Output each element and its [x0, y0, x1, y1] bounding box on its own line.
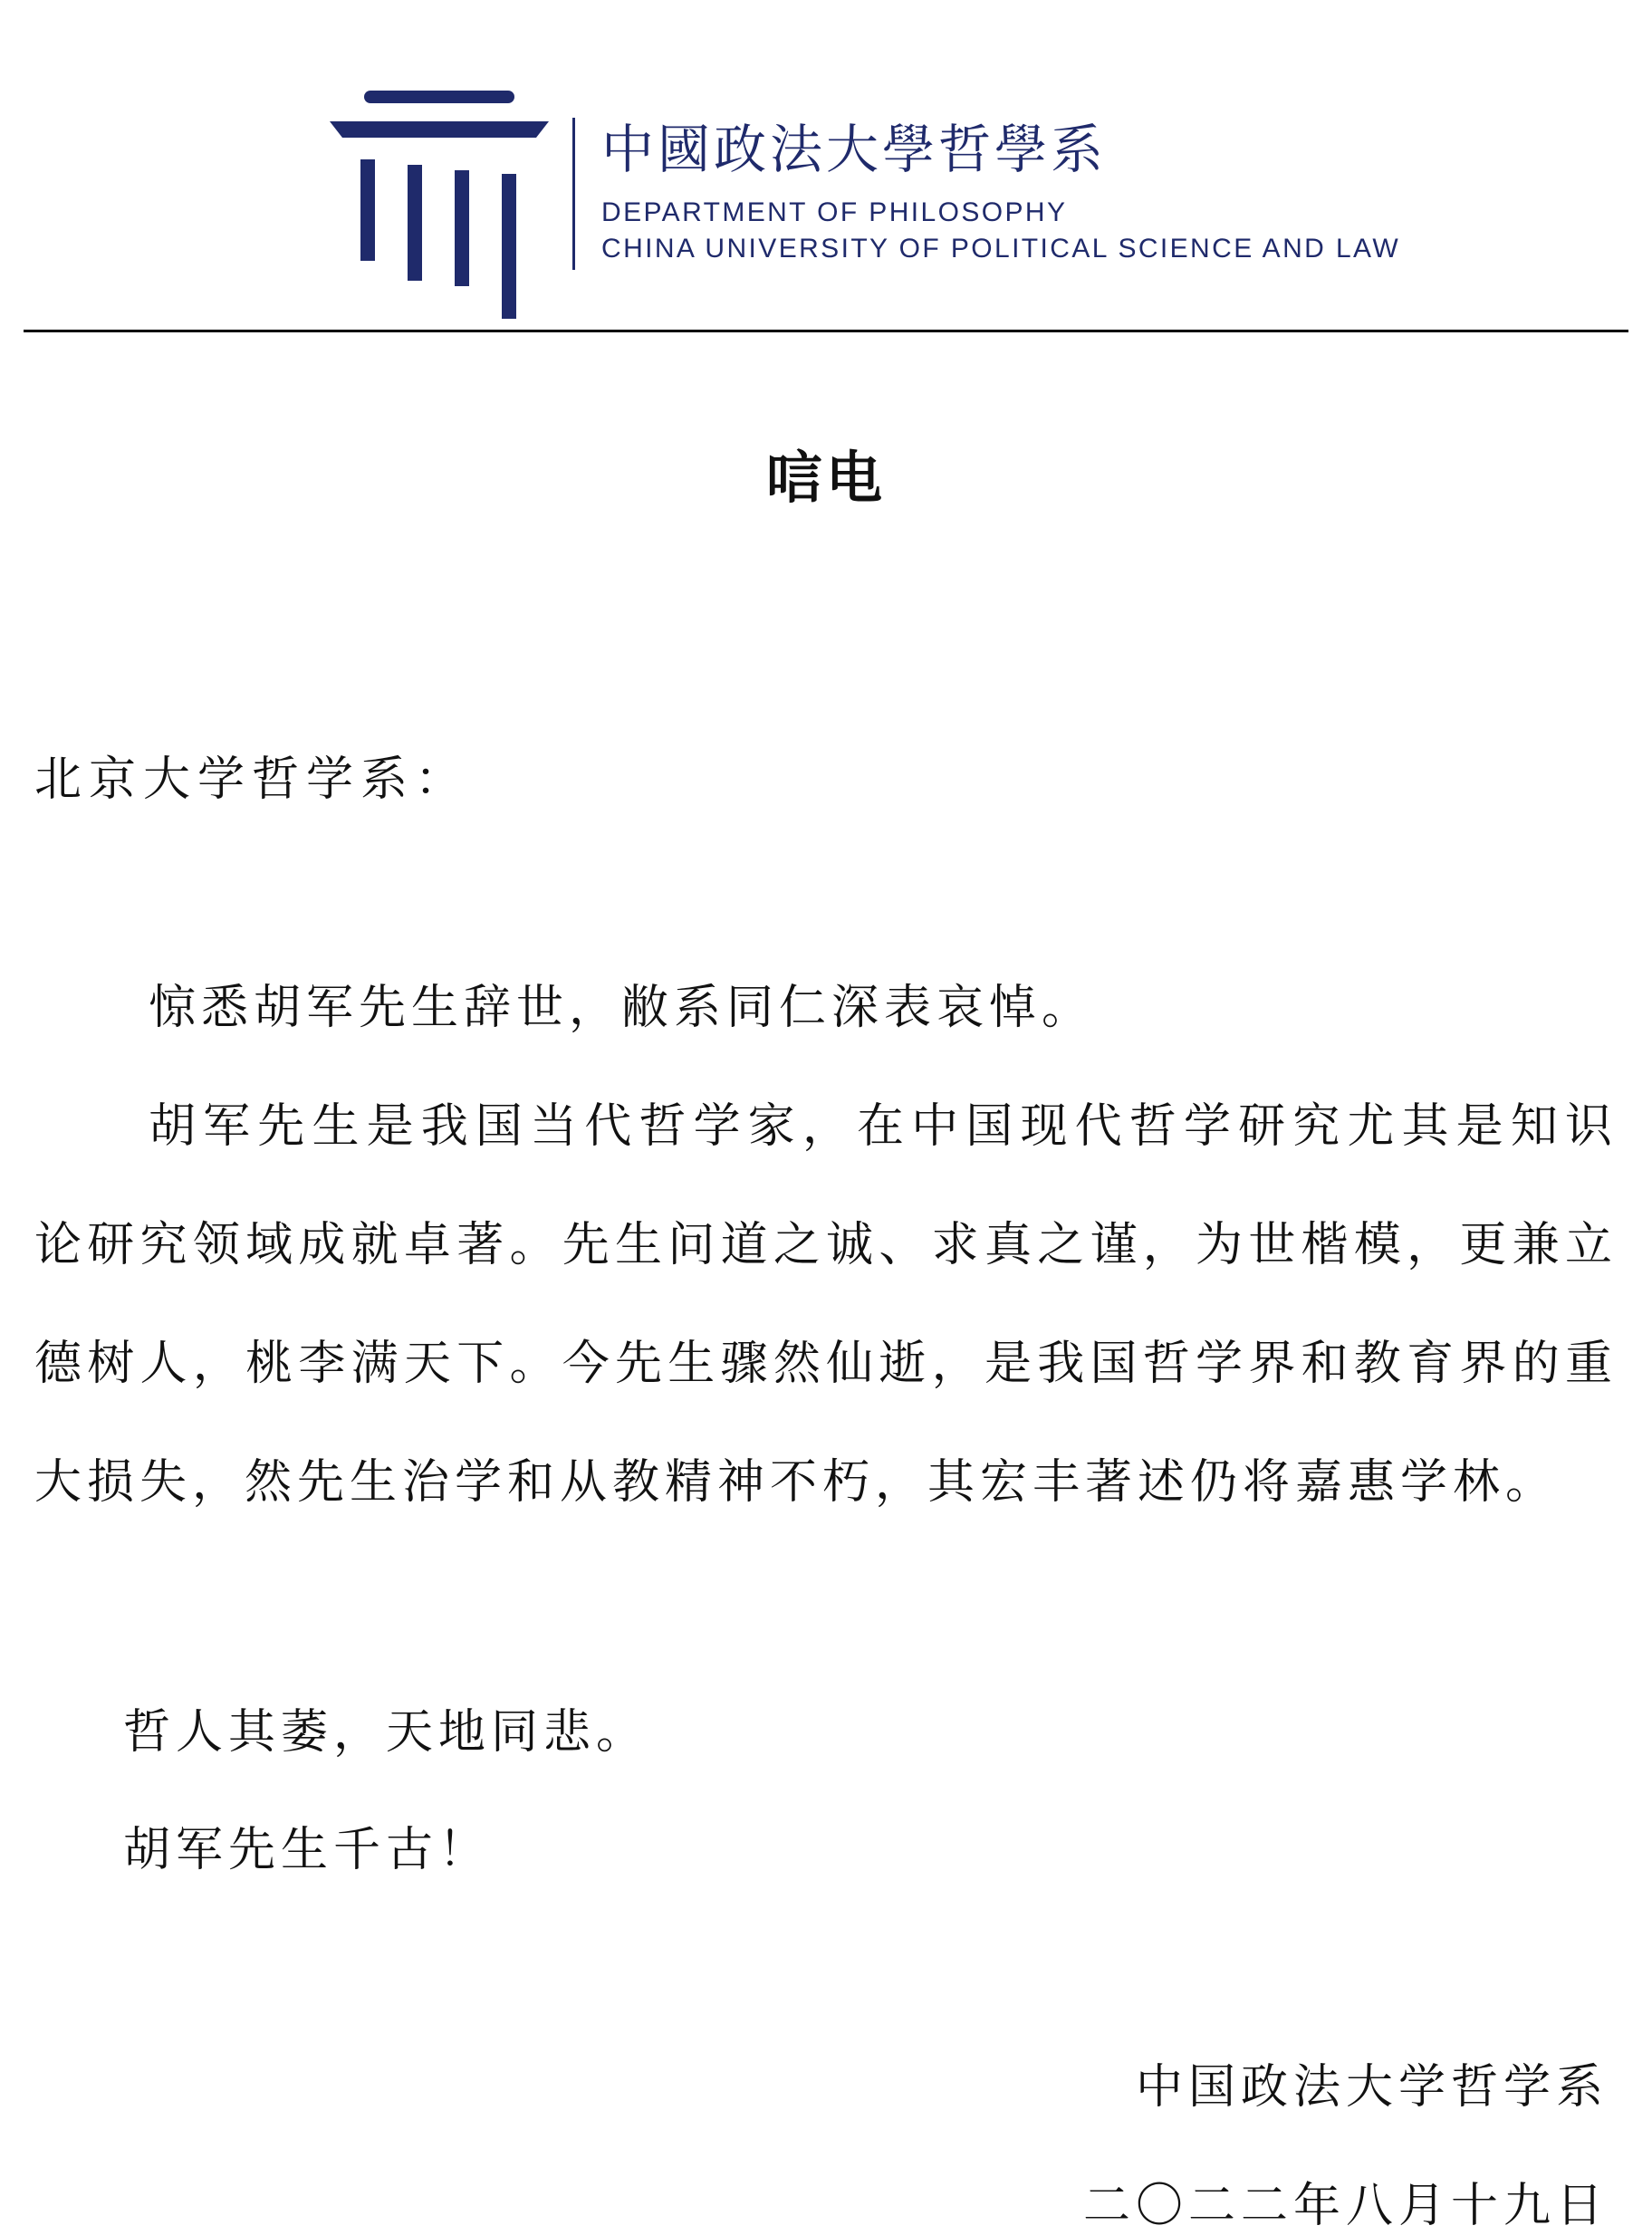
body-paragraph: 惊悉胡军先生辞世，敝系同仁深表哀悼。	[149, 981, 1095, 1035]
signature-date: 二〇二二年八月十九日	[1082, 2179, 1609, 2233]
salutation: 北京大学哲学系：	[34, 753, 470, 807]
header-rule	[24, 330, 1628, 332]
university-name-english: CHINA UNIVERSITY OF POLITICAL SCIENCE AND LAW	[601, 234, 1401, 264]
department-name-english: DEPARTMENT OF PHILOSOPHY	[601, 197, 1068, 227]
department-name-chinese: 中國政法大學哲學系	[601, 119, 1108, 180]
letter-title: 唁电	[765, 445, 886, 511]
column-pillar-logo-icon	[328, 83, 551, 321]
body-paragraph: 胡军先生是我国当代哲学家，在中国现代哲学研究尤其是知识论研究领域成就卓著。先生问道之诚、求真之谨，为世楷模，更兼立德树人，桃李满天下。今先生骤然仙逝，是我国哲学界和教育界的重大损失，然先生治学和从教精神不朽，其宏丰著述仍将嘉惠学林。	[34, 1099, 1618, 1510]
closing-line: 胡军先生千古！	[123, 1823, 492, 1877]
letterhead	[0, 0, 1652, 335]
signature-organization: 中国政法大学哲学系	[1135, 2060, 1609, 2115]
closing-line: 哲人其萎，天地同悲。	[123, 1705, 649, 1760]
letterhead-divider	[572, 118, 575, 270]
